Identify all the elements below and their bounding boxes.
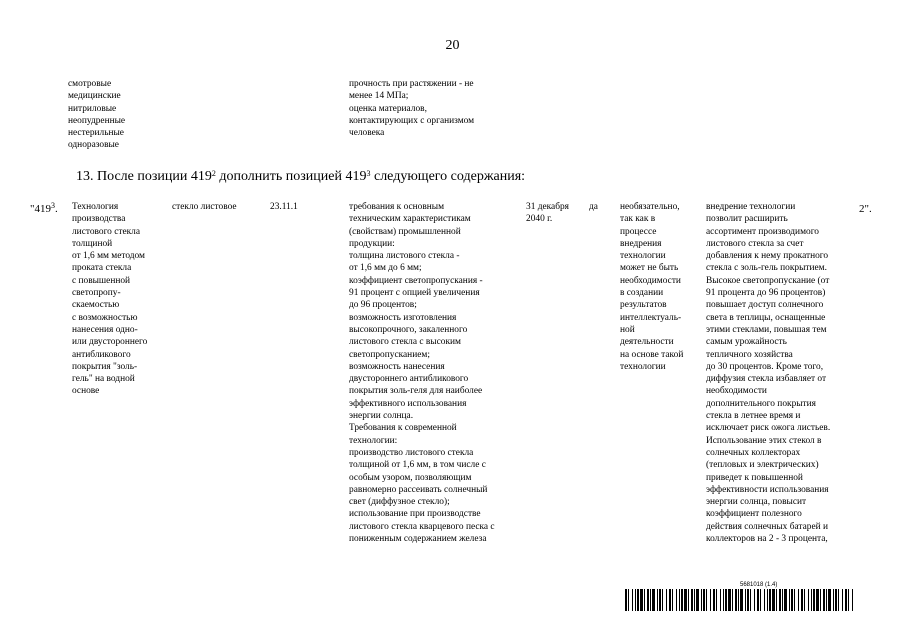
flag-cell: да <box>589 202 598 212</box>
row-number-dot: . <box>55 203 58 215</box>
product-name-cell: смотровые медицинские нитриловые неопудренные нестерильные одноразовые <box>68 79 126 151</box>
deadline-cell: 31 декабря 2040 г. <box>526 202 569 225</box>
heading-superscript-2: 3 <box>366 169 371 178</box>
code-cell: 23.11.1 <box>270 202 298 212</box>
row-open-mark <box>30 203 58 215</box>
heading-superscript-1: 2 <box>211 169 216 178</box>
row-number-superscript: 3 <box>51 201 55 210</box>
barcode <box>625 589 857 611</box>
heading-part-3: следующего содержания: <box>370 169 526 184</box>
ip-requirement-cell: необязательно, так как в процессе внедрения технологии может не быть необходимости в создании результатов интеллектуаль- ной деятельности на основе такой технологии <box>620 202 684 372</box>
row-number: "419 <box>30 203 51 215</box>
row-close-mark: 2". <box>859 203 872 215</box>
heading-part-2: дополнить позицией 419 <box>215 169 367 184</box>
barcode-label: 5681018 (1.4) <box>740 582 778 588</box>
technology-cell: Технология производства листового стекла толщиной от 1,6 мм методом проката стекла с повышенной светопропу- скаемостью с возможностью нанесения одно- или двустороннего антибликового покрытия "золь- гель" на водной основе <box>72 202 148 397</box>
requirements-cell: прочность при растяжении - не менее 14 МПа; оценка материалов, контактирующих с организмом человека <box>349 79 475 139</box>
effect-cell: внедрение технологии позволит расширить ассортимент производимого листового стекла за счет добавления к нему прокатного стекла с золь-гель покрытием. Высокое светопропускание (от 91 процента до 96 процентов) повышает доступ солнечного света в теплицы, оснащенные этими стеклами, повышая тем самым урожайность тепличного хозяйства до 30 процентов. Кроме того, диффузия стекла избавляет от необходимости дополнительного покрытия стекла в летнее время и исключает риск ожога листьев. Использование этих стекол в солнечных коллекторах (тепловых и электрических) приведет к повышенной эффективности использования энергии солнца, повысит коэффициент полезного действия солнечных батарей и коллекторов на 2 - 3 процента, <box>706 202 831 545</box>
product-cell: стекло листовое <box>172 202 237 212</box>
section-heading <box>76 168 525 186</box>
page-number: 20 <box>445 38 460 53</box>
technology-requirements-cell: требования к основным техническим характеристикам (свойствам) промышленной продукции: толщина листового стекла - от 1,6 мм до 6 мм; коэффициент светопропускания - 91 процент с опцией увеличения до 96 процентов; возможность изготовления высокопрочного, закаленного листового стекла с высоким светопропусканием; возможность нанесения двустороннего антибликового покрытия золь-геля для наиболее эффективного использования энергии солнца. Требования к современной технологии: производство листового стекла толщиной от 1,6 мм, в том числе с особым узором, позволяющим равномерно рассеивать солнечный свет (диффузное стекло); использование при производстве листового стекла кварцевого песка с пониженным содержанием железа <box>349 202 495 545</box>
heading-part-1: 13. После позиции 419 <box>76 169 212 184</box>
